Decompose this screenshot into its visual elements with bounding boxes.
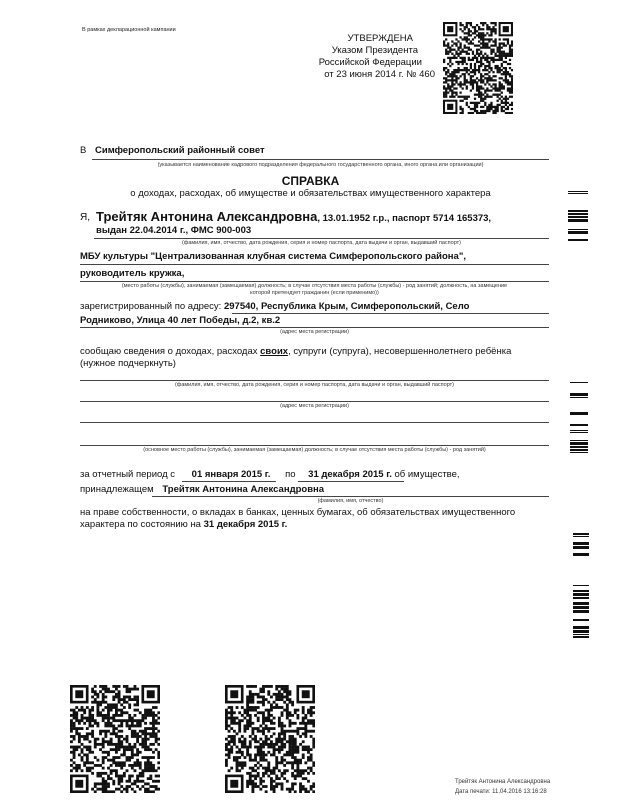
address-line-1: [80, 301, 469, 313]
approval-line-2: Указом Президента: [331, 45, 418, 56]
approval-block: [300, 33, 435, 81]
report-text-2: , супруги (супруга), несовершеннолетнего ребёнка: [288, 346, 512, 357]
owner-name: Трейтяк Антонина Александровна: [162, 484, 325, 495]
declarant-prefix: Я,: [80, 212, 90, 223]
period-line: [80, 469, 460, 481]
declarant-name: Трейтяк Антонина Александровна: [96, 209, 318, 224]
recipient-value: Симферопольский районный совет: [95, 145, 265, 156]
declarant-line-1: [96, 208, 491, 226]
closing-line-1: на праве собственности, о вкладах в банках, ценных бумагах, об обязательствах имущественного: [80, 507, 516, 518]
address-value-2: Родниково, Улица 40 лет Победы, д.2, кв.2: [80, 315, 281, 326]
recipient-prefix: В: [80, 145, 87, 156]
closing-date: 31 декабря 2015 г.: [203, 519, 288, 530]
approval-line-1: УТВЕРЖДЕНА: [347, 33, 413, 44]
report-own-underlined: своих: [260, 346, 289, 357]
closing-line-2: [80, 519, 287, 531]
address-caption: (адрес места регистрации): [280, 329, 349, 335]
footer-print-date: Дата печати: 11.04.2016 13:16:28: [455, 789, 547, 795]
address-prefix: зарегистрированный по адресу:: [80, 301, 222, 312]
declarant-caption: (фамилия, имя, отчество, дата рождения, серия и номер паспорта, дата выдачи и орган, выдавший паспорт): [181, 240, 462, 246]
approval-line-3: Российской Федерации: [318, 57, 422, 68]
address-value-1: 297540, Республика Крым, Симферопольский, Село: [223, 301, 470, 312]
period-prefix: за отчетный период с: [80, 469, 176, 480]
spouse-caption-2: (адрес места регистрации): [280, 403, 349, 409]
declarant-details-2: выдан 22.04.2014 г., ФМС 900-003: [96, 225, 252, 236]
workplace-caption-2: которой претендует гражданин (если применимо)): [250, 290, 379, 296]
closing-text: характера по состоянию на: [80, 519, 201, 530]
qr-code-top: [443, 22, 513, 114]
period-suffix: об имуществе,: [394, 469, 460, 480]
page-title: СПРАВКА: [281, 174, 340, 188]
top-note: В рамках декларационной кампании: [82, 27, 176, 33]
period-from: 01 января 2015 г.: [191, 469, 271, 480]
owner-caption: (фамилия, имя, отчество): [317, 498, 384, 504]
spouse-caption-3: (основное место работы (службы), занимаемая (замещаемая) должность; в случае отсутствия места работы (службы) - род занятий): [143, 447, 486, 453]
report-line-2: (нужное подчеркнуть): [80, 358, 176, 369]
workplace-line-2: руководитель кружка,: [80, 268, 185, 279]
qr-code-bottom-left: [70, 685, 160, 793]
period-to: 31 декабря 2015 г.: [308, 469, 392, 480]
report-line-1: [80, 346, 511, 358]
recipient-caption: (указывается наименование кадрового подразделения федерального государственного органа, иного органа или организации): [157, 162, 484, 168]
owner-prefix: принадлежащем: [80, 484, 154, 495]
barcode-2: [570, 382, 588, 457]
barcode-4: [573, 585, 589, 645]
page-subtitle: о доходах, расходах, об имуществе и обязательствах имущественного характера: [130, 188, 491, 199]
declarant-details-1: , 13.01.1952 г.р., паспорт 5714 165373,: [317, 213, 492, 224]
owner-line: [80, 484, 324, 496]
spouse-caption-1: (фамилия, имя, отчество, дата рождения, серия и номер паспорта, дата выдачи и орган, выдавший паспорт): [174, 382, 455, 388]
workplace-caption-1: (место работы (службы), занимаемая (замещаемая) должность; в случае отсутствия места работы (службы) - род занятий; должность, на замещение: [121, 283, 508, 289]
report-text-1: сообщаю сведения о доходах, расходах: [80, 346, 258, 357]
workplace-line-1: МБУ культуры "Централизованная клубная система Симферопольского района",: [80, 251, 466, 262]
approval-line-4: от 23 июня 2014 г. № 460: [324, 69, 435, 80]
barcode-3: [573, 525, 589, 555]
period-mid: по: [285, 469, 296, 480]
qr-code-bottom-middle: [225, 685, 315, 793]
footer-name: Трейтяк Антонина Александровна: [455, 779, 551, 785]
